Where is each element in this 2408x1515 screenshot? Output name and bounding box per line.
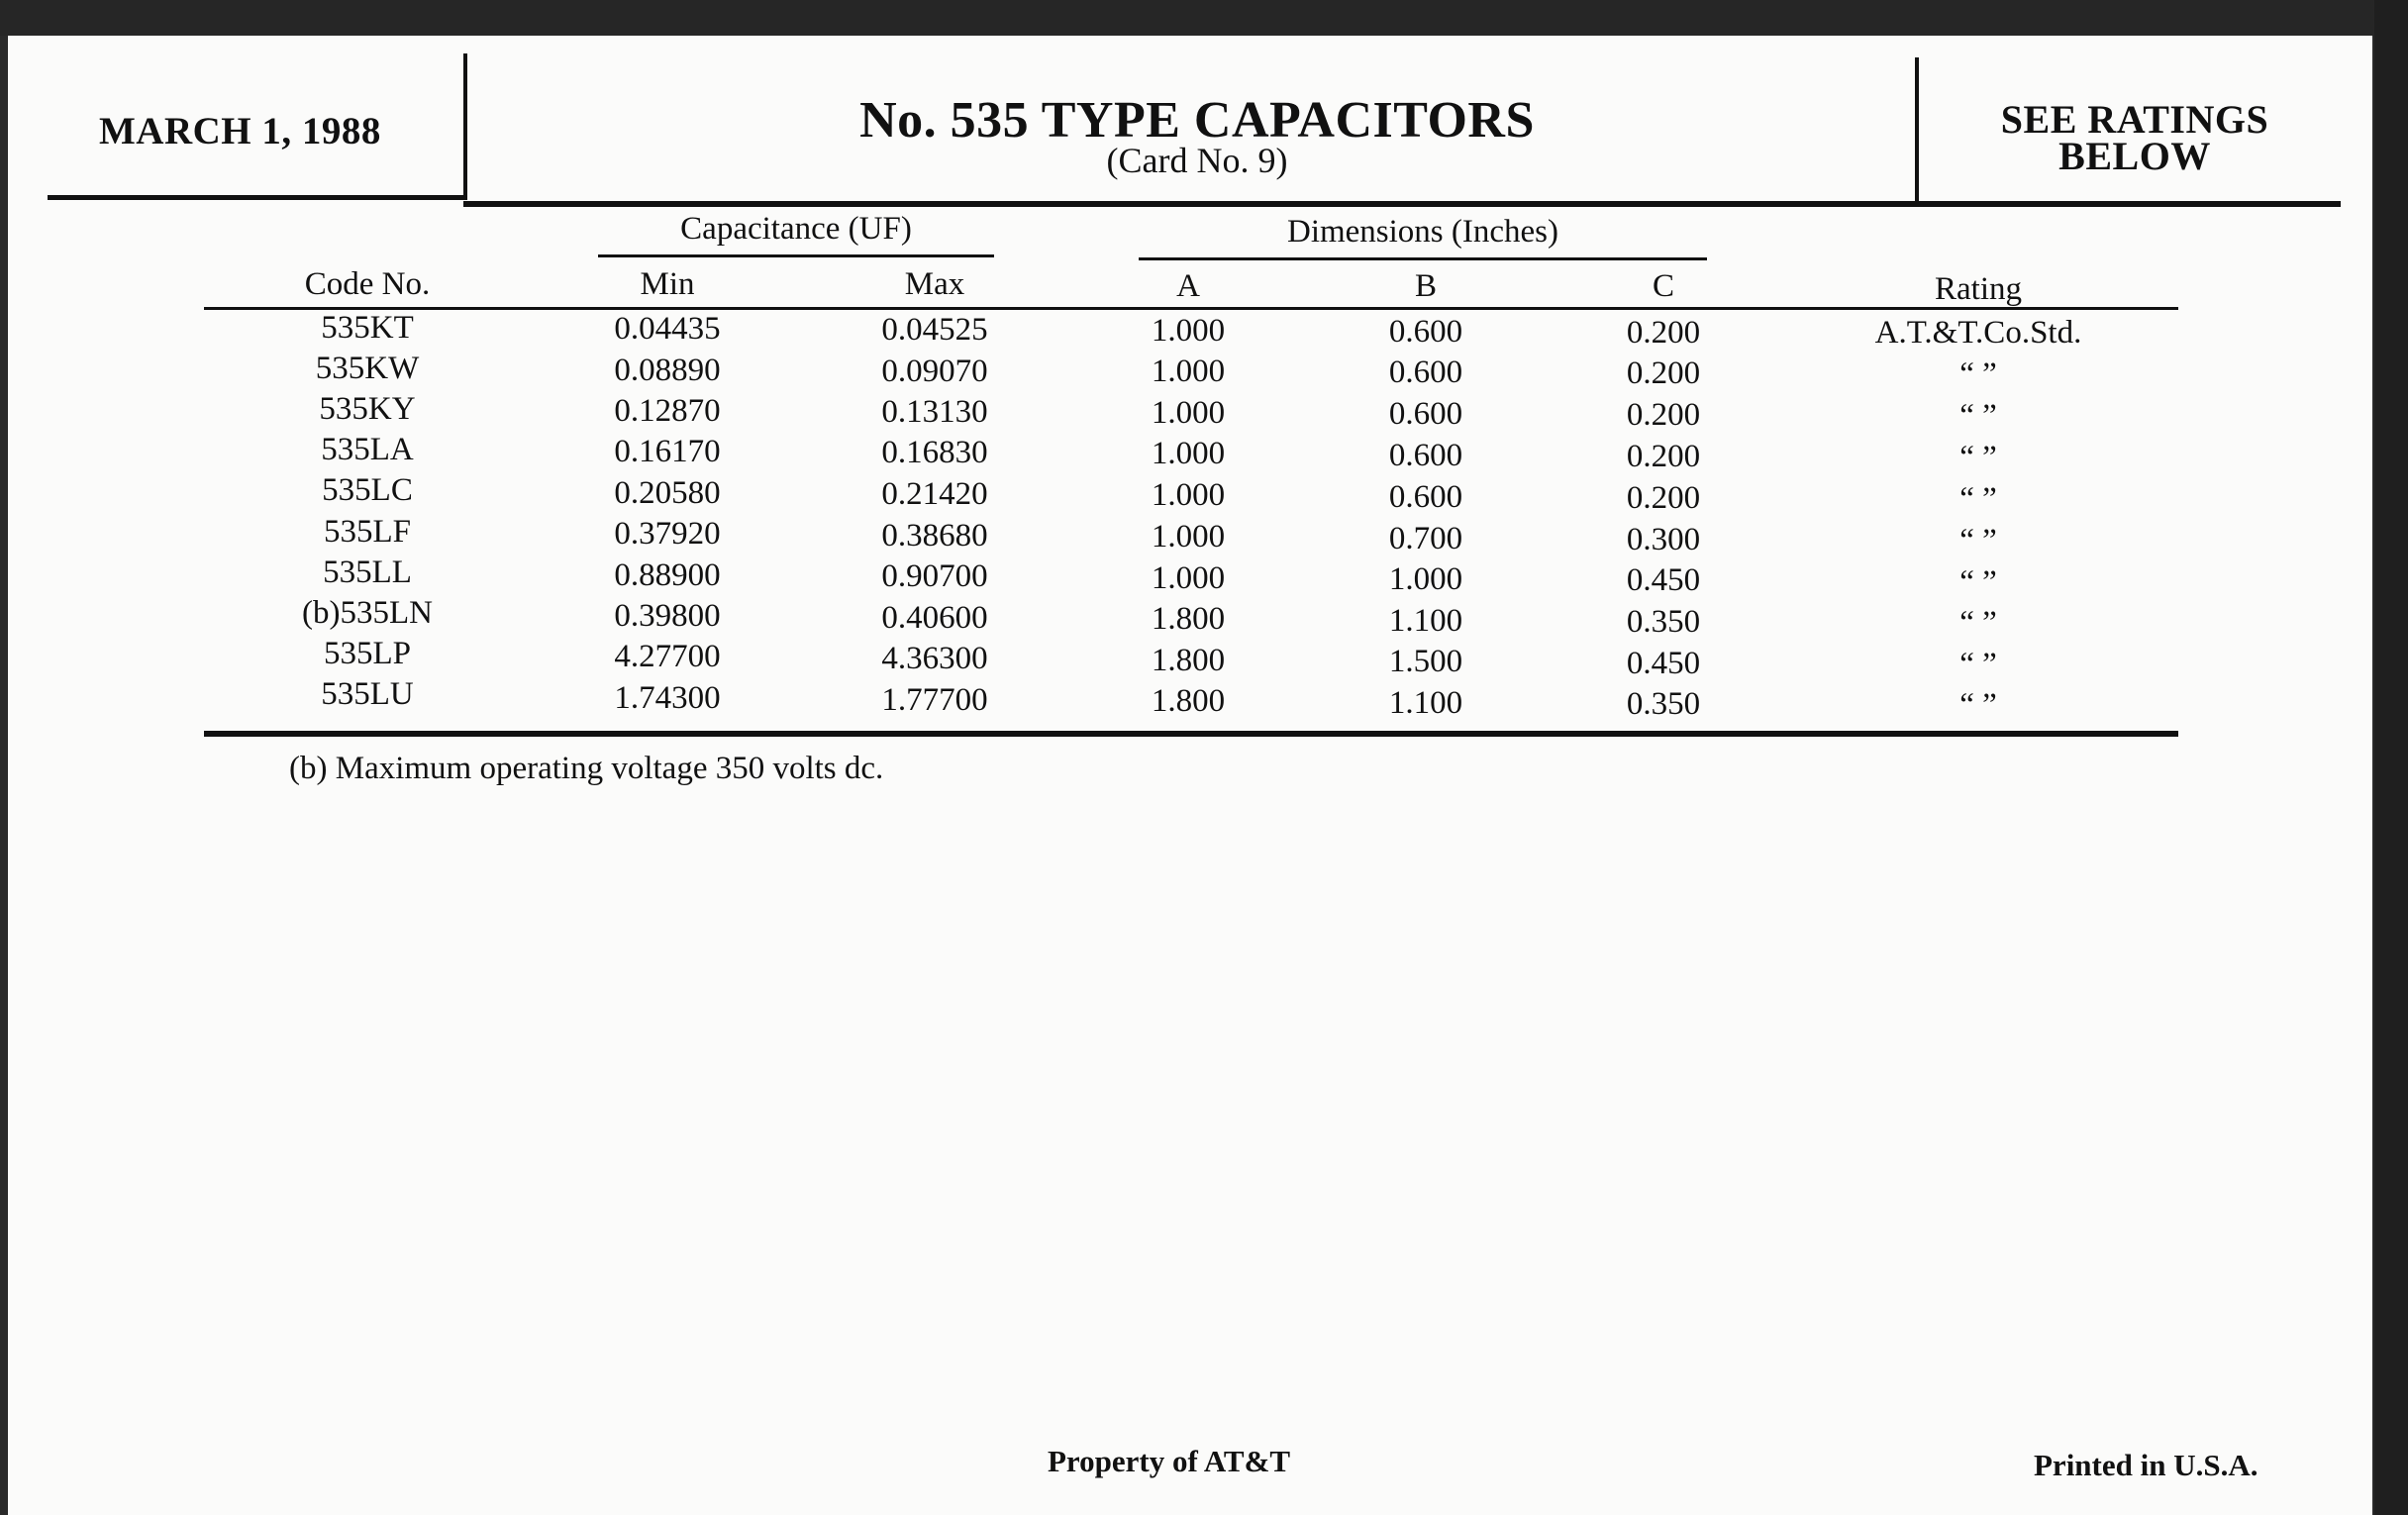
cell-b: 1.000 <box>1388 561 1463 597</box>
cell-min: 0.16170 <box>614 434 721 469</box>
cell-b: 1.100 <box>1388 603 1463 639</box>
card-number: (Card No. 9) <box>1106 141 1288 180</box>
header-divider-left <box>463 53 467 198</box>
capacitance-group-rule <box>598 254 994 257</box>
column-header-c: C <box>1652 268 1674 304</box>
cell-rating: “ ” <box>1959 605 1997 641</box>
cell-c: 0.450 <box>1626 562 1701 598</box>
cell-c: 0.200 <box>1626 315 1701 351</box>
cell-max: 0.16830 <box>881 435 988 470</box>
card-title: No. 535 TYPE CAPACITORS <box>859 92 1535 149</box>
cell-b: 1.500 <box>1388 644 1463 679</box>
group-header-dimensions: Dimensions (Inches) <box>1286 214 1559 250</box>
table-header-rule <box>204 307 2178 310</box>
group-header-capacitance: Capacitance (UF) <box>680 211 912 247</box>
cell-rating: A.T.&T.Co.Std. <box>1874 315 2082 351</box>
header-divider-right <box>1915 57 1919 202</box>
cell-rating: “ ” <box>1959 398 1997 434</box>
cell-max: 0.38680 <box>881 518 988 554</box>
cell-max: 4.36300 <box>881 641 988 676</box>
header-rule-left <box>48 195 467 200</box>
cell-a: 1.800 <box>1151 643 1226 678</box>
column-header-code: Code No. <box>304 266 431 302</box>
cell-min: 0.20580 <box>614 475 721 511</box>
cell-max: 0.90700 <box>881 558 988 594</box>
cell-rating: “ ” <box>1959 440 1997 475</box>
cell-min: 0.08890 <box>614 353 721 388</box>
cell-b: 0.600 <box>1388 479 1463 515</box>
cell-b: 0.600 <box>1388 314 1463 350</box>
cell-code: 535LA <box>321 432 414 467</box>
column-header-b: B <box>1414 268 1437 304</box>
scan-border-right <box>2374 0 2408 1515</box>
cell-c: 0.200 <box>1626 439 1701 474</box>
cell-max: 1.77700 <box>881 682 988 718</box>
cell-rating: “ ” <box>1959 481 1997 517</box>
cell-a: 1.000 <box>1151 436 1226 471</box>
cell-rating: “ ” <box>1959 523 1997 558</box>
column-header-max: Max <box>904 266 965 302</box>
cell-code: 535KW <box>315 351 420 386</box>
issue-date: MARCH 1, 1988 <box>99 110 381 152</box>
cell-code: 535LU <box>321 676 414 712</box>
cell-b: 0.600 <box>1388 354 1463 390</box>
cell-max: 0.40600 <box>881 600 988 636</box>
ratings-note-line1: SEE RATINGS <box>2000 97 2269 142</box>
cell-b: 0.600 <box>1388 396 1463 432</box>
cell-min: 0.39800 <box>614 598 721 634</box>
cell-c: 0.350 <box>1626 686 1701 722</box>
cell-a: 1.000 <box>1151 560 1226 596</box>
cell-a: 1.800 <box>1151 683 1226 719</box>
cell-code: 535KT <box>321 310 414 346</box>
cell-min: 0.37920 <box>614 516 721 552</box>
cell-rating: “ ” <box>1959 564 1997 600</box>
footnote: (b) Maximum operating voltage 350 volts dc. <box>289 751 884 786</box>
cell-c: 0.300 <box>1626 522 1701 557</box>
cell-c: 0.200 <box>1626 355 1701 391</box>
cell-rating: “ ” <box>1959 356 1997 392</box>
footer-printed: Printed in U.S.A. <box>2034 1448 2258 1482</box>
footer-property: Property of AT&T <box>1048 1444 1291 1478</box>
cell-min: 0.88900 <box>614 557 721 593</box>
column-header-rating: Rating <box>1935 271 2022 307</box>
catalog-card <box>8 36 2372 1515</box>
ratings-note-line2: BELOW <box>2058 134 2211 178</box>
cell-b: 1.100 <box>1388 685 1463 721</box>
cell-a: 1.000 <box>1151 477 1226 513</box>
cell-max: 0.13130 <box>881 394 988 430</box>
cell-c: 0.200 <box>1626 480 1701 516</box>
cell-b: 0.600 <box>1388 438 1463 473</box>
cell-a: 1.000 <box>1151 313 1226 349</box>
cell-code: 535KY <box>319 391 416 427</box>
header-rule-right <box>463 201 2341 207</box>
cell-min: 4.27700 <box>614 639 721 674</box>
cell-a: 1.000 <box>1151 395 1226 431</box>
cell-code: (b)535LN <box>302 595 433 631</box>
cell-min: 0.12870 <box>614 393 721 429</box>
cell-a: 1.000 <box>1151 354 1226 389</box>
dimensions-group-rule <box>1139 257 1707 260</box>
cell-b: 0.700 <box>1388 521 1463 556</box>
cell-min: 0.04435 <box>614 311 721 347</box>
cell-a: 1.000 <box>1151 519 1226 555</box>
cell-min: 1.74300 <box>614 680 721 716</box>
cell-c: 0.200 <box>1626 397 1701 433</box>
column-header-min: Min <box>640 266 695 302</box>
cell-code: 535LF <box>323 514 411 550</box>
ratings-note <box>1925 97 2345 178</box>
cell-max: 0.21420 <box>881 476 988 512</box>
scan-border-top <box>0 0 2408 36</box>
cell-max: 0.04525 <box>881 312 988 348</box>
cell-max: 0.09070 <box>881 354 988 389</box>
cell-code: 535LP <box>323 636 411 671</box>
cell-code: 535LC <box>322 472 413 508</box>
column-header-a: A <box>1176 268 1200 304</box>
cell-a: 1.800 <box>1151 601 1226 637</box>
cell-code: 535LL <box>323 555 412 590</box>
table-bottom-rule <box>204 731 2178 737</box>
cell-rating: “ ” <box>1959 687 1997 723</box>
cell-c: 0.350 <box>1626 604 1701 640</box>
cell-rating: “ ” <box>1959 647 1997 682</box>
cell-c: 0.450 <box>1626 646 1701 681</box>
